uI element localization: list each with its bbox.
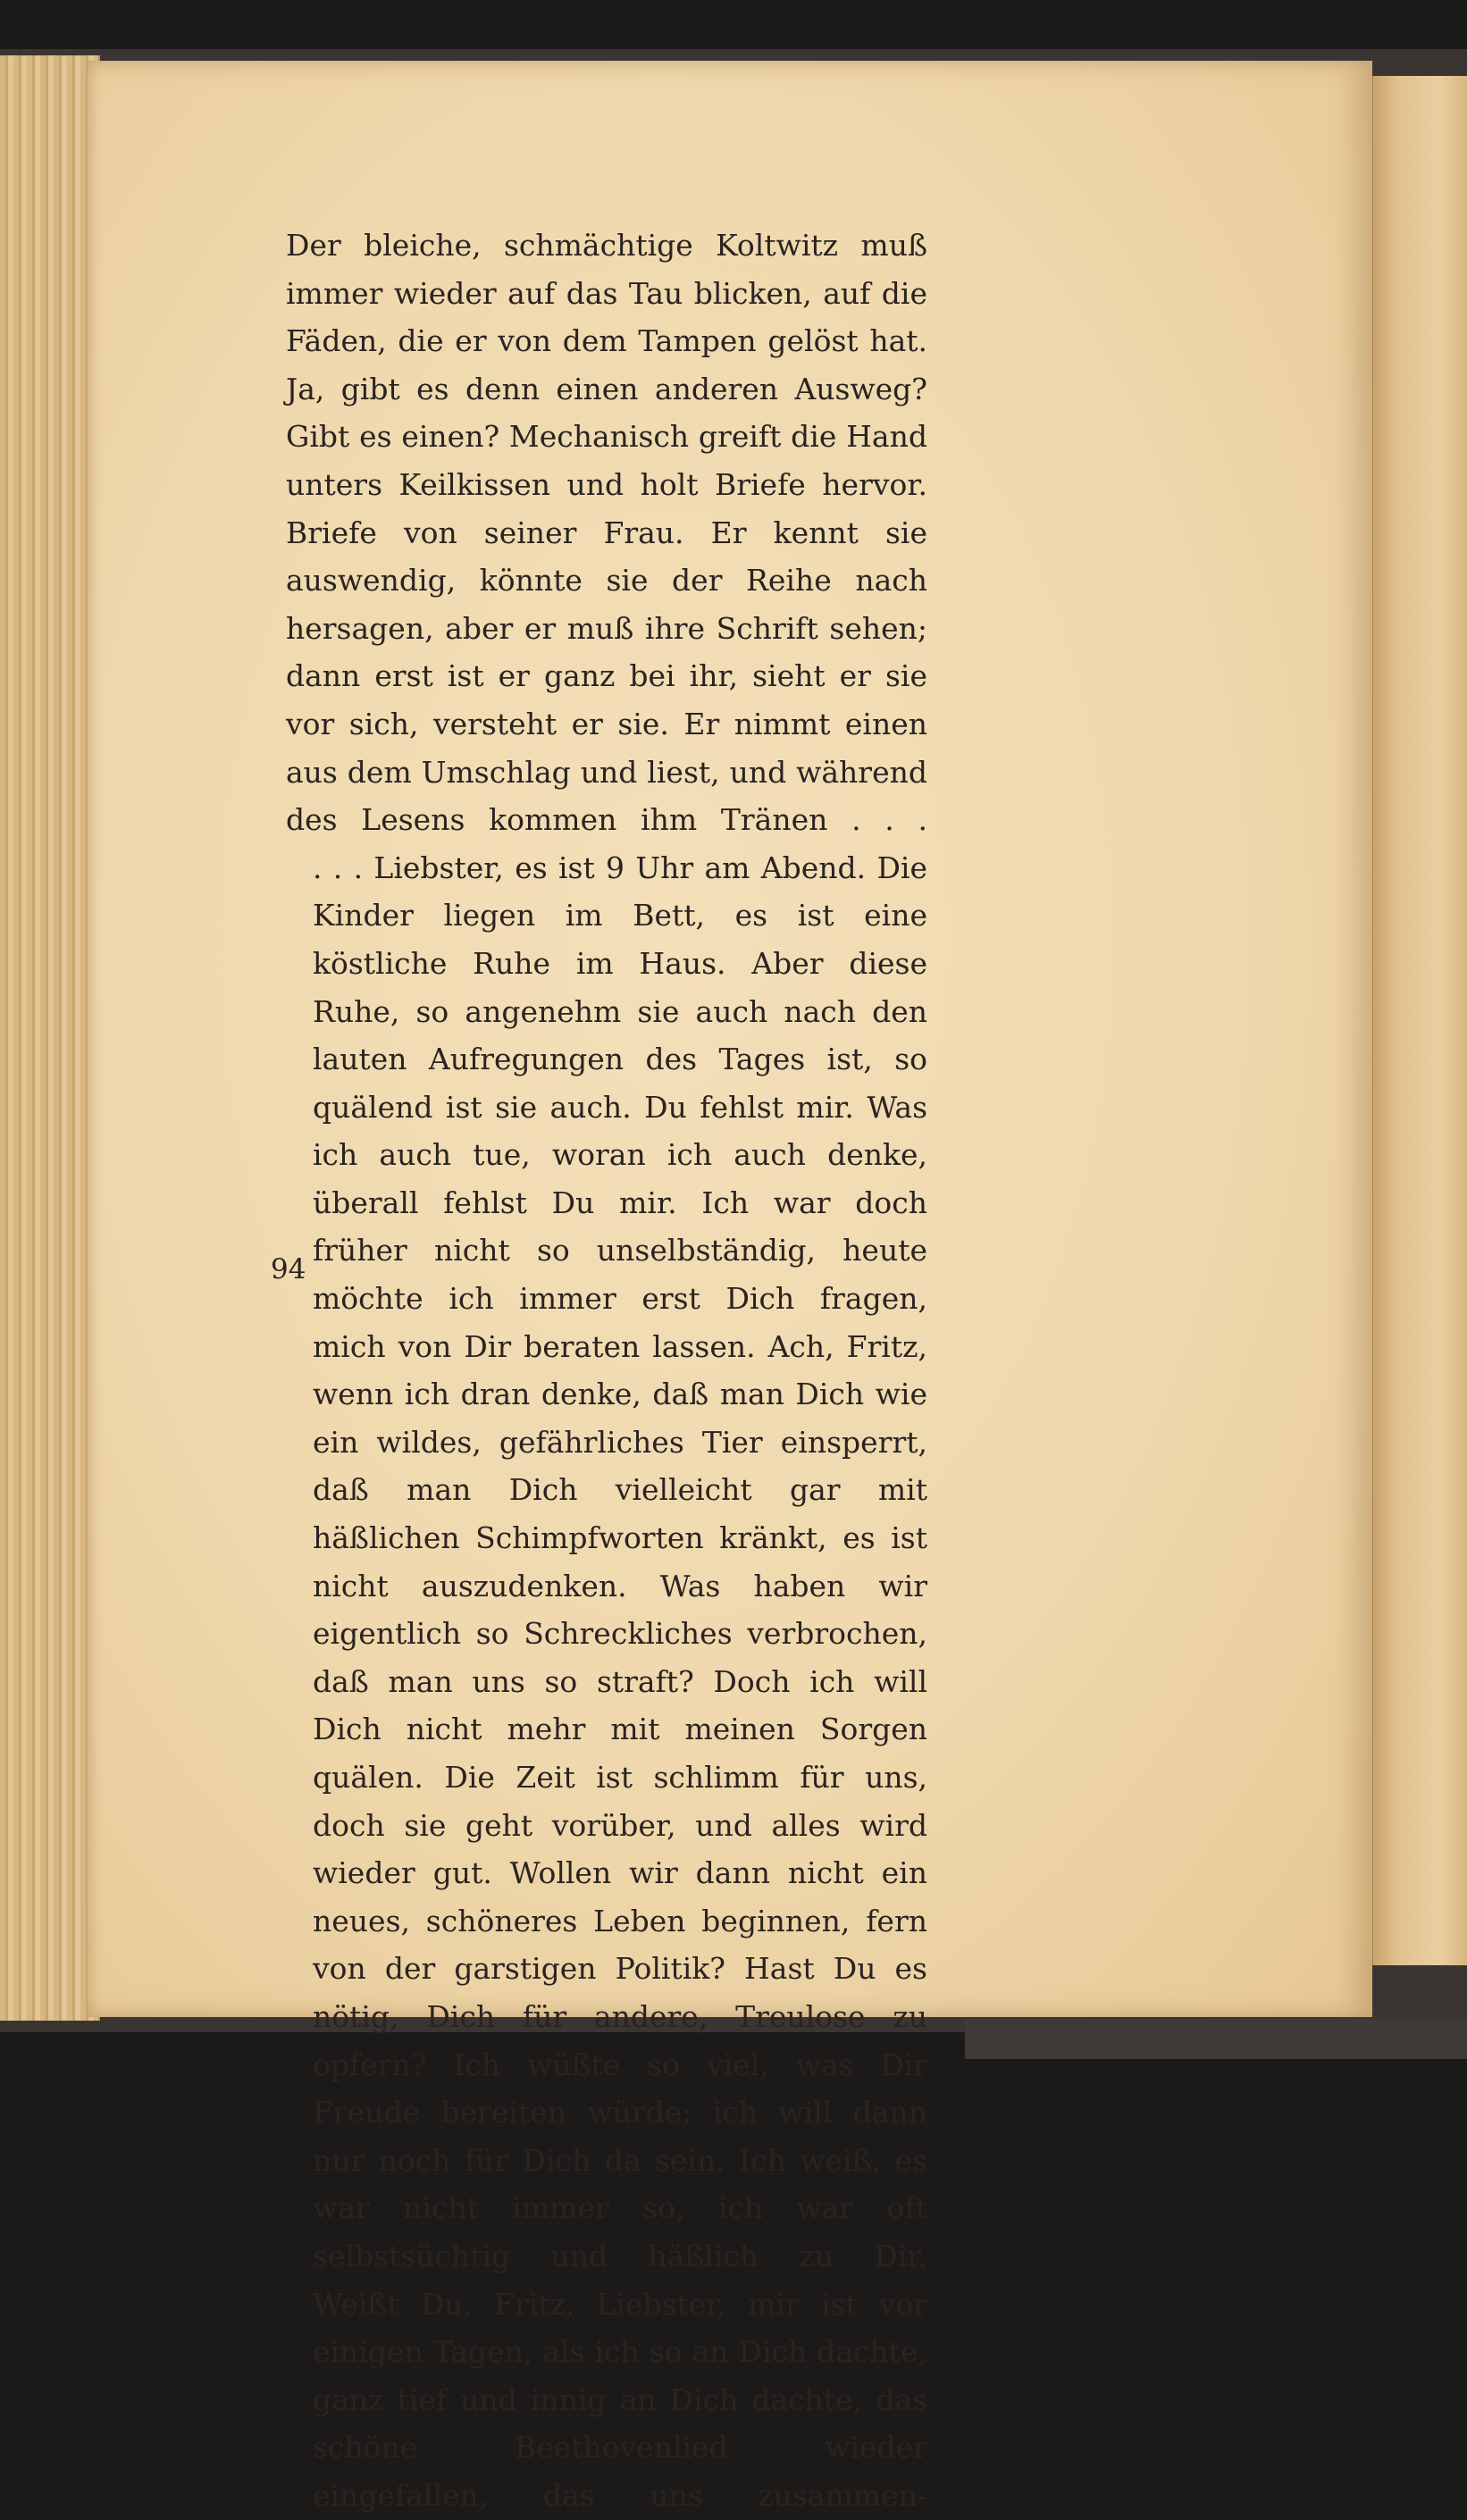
paragraph-letter-2: Weißt Du, Fritz, Liebster, mir ist vor einigen Tagen, als ich so an Dich dachte, ganz tief und innig an Dich dachte, das schöne Beethovenlied wieder eingefallen, das uns zusammen-: [313, 2286, 927, 2513]
right-page-edge: [1371, 76, 1467, 1965]
page-number: 94: [271, 1253, 306, 1285]
binding-cloth: [965, 2019, 1467, 2059]
paragraph-intro: Der bleiche, schmächtige Koltwitz muß immer wieder auf das Tau blicken, auf die Fäden, die er von dem Tampen gelöst hat. Ja, gibt es denn einen anderen Ausweg? Gibt es einen? Mechanisch greift die Hand unters Keilkissen und holt Briefe hervor. Briefe von seiner Frau. Er kennt sie auswendig, könnte sie der Reihe nach hersagen, aber er muß ihre Schrift sehen; dann erst ist er ganz bei ihr, sieht er sie vor sich, versteht er sie. Er nimmt einen aus dem Umschlag und liest, und während des Lesens kommen ihm Tränen . . .: [286, 228, 927, 838]
page-stack-left: [0, 55, 100, 2021]
book-page: [88, 61, 1372, 2513]
page-text: [286, 222, 927, 2520]
paragraph-letter-1: . . . Liebster, es ist 9 Uhr am Abend. Die Kinder liegen im Bett, es ist eine köstliche Ruhe im Haus. Aber diese Ruhe, so angenehm sie auch nach den lauten Aufregungen des Tages ist, so quälend ist sie auch. Du fehlst mir. Was ich auch tue, woran ich auch denke, überall fehlst Du mir. Ich war doch früher nicht so unselbständig, heute möchte ich immer erst Dich fragen, mich von Dir beraten lassen. Ach, Fritz, wenn ich dran denke, daß man Dich wie ein wildes, gefährliches Tier einsperrt, daß man Dich vielleicht gar mit häßlichen Schimpfworten kränkt, es ist nicht auszudenken. Was haben wir eigentlich so Schreckliches verbrochen, daß man uns so straft? Doch ich will Dich nicht mehr mit meinen Sorgen quälen. Die Zeit ist schlimm für uns, doch sie geht vorüber, und alles wird wieder gut. Wollen wir dann nicht ein neues, schöneres Leben beginnen, fern von der garstigen Politik? Hast Du es nötig, Dich für andere, Treulose zu opfern? Ich wüßte so viel, was Dir Freude bereiten würde; ich will dann nur noch für Dich da sein. Ich weiß, es war nicht immer so, ich war oft selbstsüchtig und häßlich zu Dir.: [313, 850, 927, 2273]
